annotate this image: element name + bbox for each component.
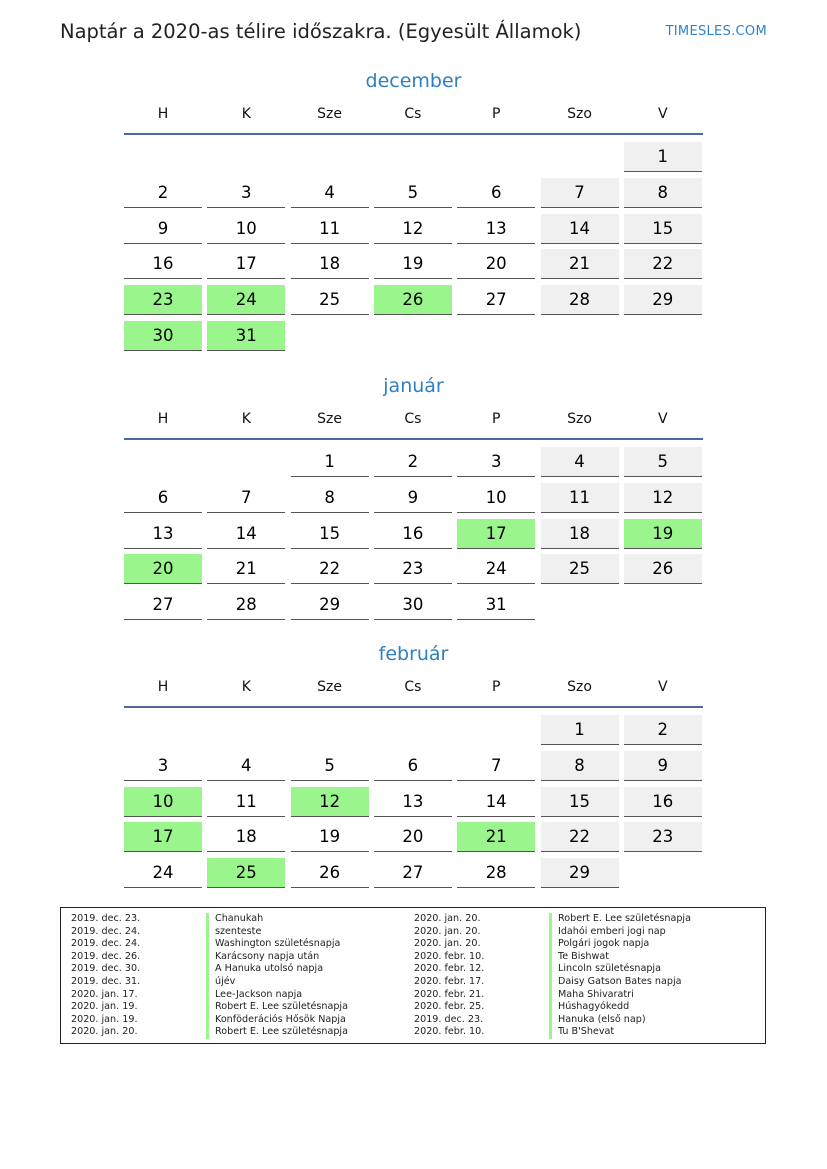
legend-date: 2019. dec. 31. [71,975,141,987]
legend-date: 2020. jan. 20. [414,925,481,937]
day-cell: 5 [291,751,369,781]
header-divider [124,706,703,708]
weekday-header [124,411,703,431]
weekday-label: K [241,411,251,427]
day-cell: 27 [374,858,452,888]
holiday-legend [60,907,766,1044]
weekday-label: K [241,106,251,122]
legend-date: 2020. jan. 19. [71,1001,138,1013]
day-cell: 21 [541,249,619,279]
legend-entry [71,1014,411,1027]
day-cell: 18 [541,519,619,549]
day-cell: 18 [207,822,285,852]
legend-date: 2019. dec. 23. [71,913,141,924]
legend-holiday-name: Lincoln születésnapja [549,963,661,976]
legend-date: 2020. febr. 25. [414,1001,485,1013]
legend-entry [71,926,411,939]
day-cell: 30 [374,590,452,620]
day-cell: 5 [624,447,702,477]
month-title: február [378,643,449,665]
legend-entry [414,989,754,1002]
day-cell: 2 [124,178,202,208]
day-cell: 11 [291,214,369,244]
holiday-day-cell: 25 [207,858,285,888]
day-cell: 10 [457,483,535,513]
day-cell: 3 [457,447,535,477]
day-cell: 13 [374,787,452,817]
day-cell: 31 [457,590,535,620]
day-cell: 8 [291,483,369,513]
day-cell: 29 [291,590,369,620]
legend-entry [71,938,411,951]
legend-column-right [414,913,754,1039]
day-cell: 1 [541,715,619,745]
legend-date: 2020. febr. 12. [414,963,485,975]
day-cell: 2 [374,447,452,477]
legend-holiday-name: Tu B'Shevat [549,1026,614,1039]
day-cell: 14 [457,787,535,817]
day-cell: 13 [124,519,202,549]
legend-holiday-name: Washington születésnapja [206,938,340,951]
day-cell: 8 [624,178,702,208]
day-cell: 2 [624,715,702,745]
day-cell: 23 [374,554,452,584]
legend-entry [414,976,754,989]
legend-holiday-name: Daisy Gatson Bates napja [549,976,682,989]
weekday-label: P [491,411,501,427]
day-cell: 16 [374,519,452,549]
day-cell: 3 [207,178,285,208]
day-cell: 16 [624,787,702,817]
legend-date: 2019. dec. 24. [71,925,141,937]
weekday-label: H [157,106,169,122]
day-cell: 12 [624,483,702,513]
weekday-label: Szo [567,411,592,427]
legend-holiday-name: A Hanuka utolsó napja [206,963,323,976]
legend-holiday-name: Lee-Jackson napja [206,989,302,1002]
legend-column-left [71,913,411,1039]
legend-entry [71,963,411,976]
weekday-label: Cs [404,106,422,122]
day-cell: 24 [457,554,535,584]
weekday-header [124,106,703,126]
legend-entry [414,951,754,964]
legend-holiday-name: Te Bishwat [549,951,609,964]
day-cell: 7 [541,178,619,208]
day-cell: 24 [124,858,202,888]
legend-date: 2020. jan. 20. [414,913,481,924]
weekday-label: V [658,106,668,122]
legend-holiday-name: újév [206,976,235,989]
legend-entry [414,1014,754,1027]
legend-date: 2019. dec. 23. [414,1013,484,1025]
day-cell: 9 [124,214,202,244]
weekday-label: Cs [404,411,422,427]
weekday-header [124,679,703,699]
day-cell: 26 [624,554,702,584]
day-cell: 19 [374,249,452,279]
legend-entry [71,951,411,964]
day-cell: 25 [291,285,369,315]
day-cell: 22 [291,554,369,584]
legend-entry [71,1001,411,1014]
weekday-label: Sze [317,106,343,122]
day-cell: 19 [291,822,369,852]
day-cell: 13 [457,214,535,244]
legend-entry [71,989,411,1002]
day-cell: 8 [541,751,619,781]
day-cell: 20 [457,249,535,279]
holiday-day-cell: 19 [624,519,702,549]
day-cell: 11 [207,787,285,817]
legend-date: 2019. dec. 30. [71,963,141,975]
day-cell: 4 [291,178,369,208]
legend-entry [71,913,411,926]
day-cell: 1 [624,142,702,172]
weekday-label: H [157,411,169,427]
day-cell: 25 [541,554,619,584]
holiday-day-cell: 17 [457,519,535,549]
legend-entry [414,1001,754,1014]
legend-holiday-name: Robert E. Lee születésnapja [549,913,691,926]
day-cell: 14 [541,214,619,244]
weekday-label: K [241,679,251,695]
legend-date: 2020. jan. 19. [71,1013,138,1025]
day-cell: 9 [624,751,702,781]
legend-entry [414,926,754,939]
weekday-label: Sze [317,411,343,427]
legend-holiday-name: szenteste [206,926,261,939]
day-cell: 28 [207,590,285,620]
holiday-day-cell: 24 [207,285,285,315]
legend-holiday-name: Idahói emberi jogi nap [549,926,666,939]
holiday-day-cell: 21 [457,822,535,852]
legend-date: 2020. febr. 21. [414,988,485,1000]
day-cell: 10 [207,214,285,244]
day-cell: 29 [624,285,702,315]
legend-date: 2019. dec. 26. [71,950,141,962]
holiday-day-cell: 23 [124,285,202,315]
day-cell: 7 [457,751,535,781]
legend-date: 2020. jan. 17. [71,988,138,1000]
legend-holiday-name: Robert E. Lee születésnapja [206,1001,348,1014]
weekday-label: P [491,679,501,695]
day-cell: 4 [541,447,619,477]
day-cell: 23 [624,822,702,852]
holiday-day-cell: 12 [291,787,369,817]
day-cell: 14 [207,519,285,549]
legend-holiday-name: Karácsony napja után [206,951,319,964]
day-cell: 11 [541,483,619,513]
weekday-label: Sze [317,679,343,695]
holiday-day-cell: 31 [207,321,285,351]
day-cell: 26 [291,858,369,888]
day-cell: 6 [124,483,202,513]
day-cell: 15 [541,787,619,817]
day-cell: 1 [291,447,369,477]
legend-entry [414,1026,754,1039]
day-cell: 27 [124,590,202,620]
day-cell: 4 [207,751,285,781]
legend-date: 2020. febr. 10. [414,1026,485,1038]
legend-date: 2020. febr. 10. [414,950,485,962]
legend-entry [414,963,754,976]
brand-link[interactable]: TIMESLES.COM [665,24,767,39]
month-title: január [383,375,444,397]
legend-holiday-name: Polgári jogok napja [549,938,649,951]
page-title: Naptár a 2020-as télire időszakra. (Egyesült Államok) [60,20,582,43]
day-cell: 3 [124,751,202,781]
weekday-label: Cs [404,679,422,695]
weekday-label: P [491,106,501,122]
day-cell: 6 [374,751,452,781]
holiday-day-cell: 17 [124,822,202,852]
day-cell: 21 [207,554,285,584]
legend-holiday-name: Robert E. Lee születésnapja [206,1026,348,1039]
legend-holiday-name: Konföderációs Hősök Napja [206,1014,346,1027]
day-cell: 12 [374,214,452,244]
day-cell: 28 [457,858,535,888]
weekday-label: Szo [567,679,592,695]
weekday-label: V [658,679,668,695]
legend-holiday-name: Hanuka (első nap) [549,1014,646,1027]
holiday-day-cell: 26 [374,285,452,315]
day-cell: 15 [624,214,702,244]
legend-entry [71,1026,411,1039]
day-cell: 16 [124,249,202,279]
legend-entry [414,913,754,926]
header-divider [124,133,703,135]
month-title: december [365,70,462,92]
day-cell: 22 [624,249,702,279]
day-cell: 27 [457,285,535,315]
legend-entry [71,976,411,989]
holiday-day-cell: 30 [124,321,202,351]
day-cell: 7 [207,483,285,513]
weekday-label: V [658,411,668,427]
day-cell: 29 [541,858,619,888]
legend-entry [414,938,754,951]
legend-holiday-name: Húshagyókedd [549,1001,629,1014]
legend-date: 2019. dec. 24. [71,938,141,950]
weekday-label: Szo [567,106,592,122]
legend-date: 2020. jan. 20. [71,1026,138,1038]
day-cell: 22 [541,822,619,852]
legend-holiday-name: Chanukah [206,913,263,926]
day-cell: 6 [457,178,535,208]
holiday-day-cell: 10 [124,787,202,817]
day-cell: 18 [291,249,369,279]
day-cell: 9 [374,483,452,513]
legend-date: 2020. jan. 20. [414,938,481,950]
holiday-day-cell: 20 [124,554,202,584]
legend-date: 2020. febr. 17. [414,975,485,987]
day-cell: 15 [291,519,369,549]
legend-holiday-name: Maha Shivaratri [549,989,634,1002]
day-cell: 5 [374,178,452,208]
day-cell: 17 [207,249,285,279]
day-cell: 20 [374,822,452,852]
header-divider [124,438,703,440]
day-cell: 28 [541,285,619,315]
weekday-label: H [157,679,169,695]
